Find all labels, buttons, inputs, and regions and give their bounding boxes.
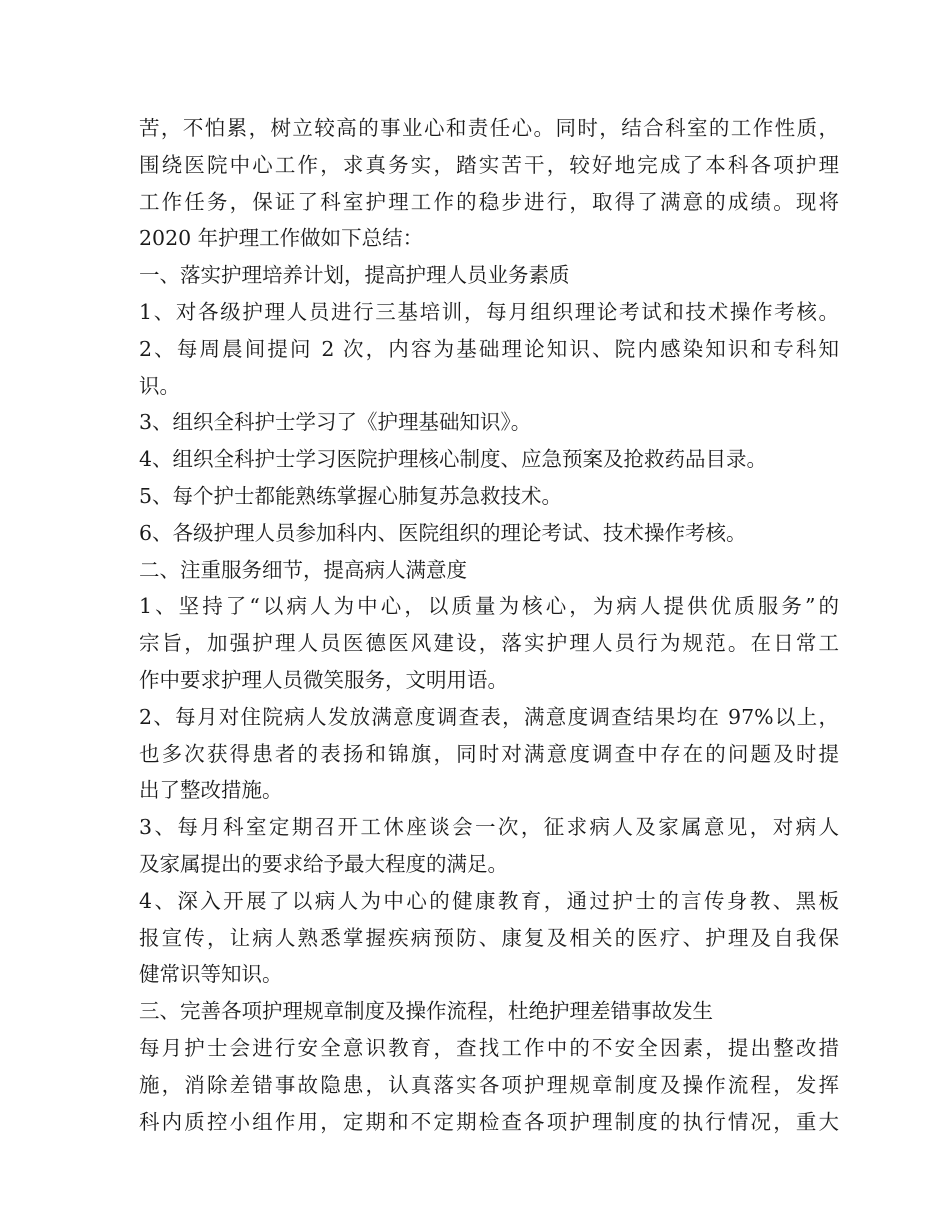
text-line: 4、深入开展了以病人为中心的健康教育，通过护士的言传身教、黑板 bbox=[139, 888, 839, 913]
text-line: 4、组织全科护士学习医院护理核心制度、应急预案及抢救药品目录。 bbox=[139, 447, 768, 472]
text-line: 出了整改措施。 bbox=[139, 778, 283, 803]
text-line: 6、各级护理人员参加科内、医院组织的理论考试、技术操作考核。 bbox=[139, 520, 747, 545]
text-line: 每月护士会进行安全意识教育，查找工作中的不安全因素，提出整改措 bbox=[139, 1035, 839, 1060]
text-line: 也多次获得患者的表扬和锦旗，同时对满意度调查中存在的问题及时提 bbox=[139, 741, 839, 766]
text-line: 三、完善各项护理规章制度及操作流程，杜绝护理差错事故发生 bbox=[139, 999, 713, 1024]
text-line: 工作任务，保证了科室护理工作的稳步进行，取得了满意的成绩。现将 bbox=[139, 189, 839, 214]
text-line: 科内质控小组作用，定期和不定期检查各项护理制度的执行情况，重大 bbox=[139, 1109, 839, 1134]
text-line: 一、落实护理培养计划，提高护理人员业务素质 bbox=[139, 263, 570, 288]
text-line: 3、组织全科护士学习了《护理基础知识》。 bbox=[139, 410, 532, 435]
text-line: 报宣传，让病人熟悉掌握疾病预防、康复及相关的医疗、护理及自我保 bbox=[139, 925, 839, 950]
text-line: 施，消除差错事故隐患，认真落实各项护理规章制度及操作流程，发挥 bbox=[139, 1072, 839, 1097]
text-line: 1、对各级护理人员进行三基培训，每月组织理论考试和技术操作考核。 bbox=[139, 299, 839, 324]
text-line: 1、坚持了“以病人为中心，以质量为核心，为病人提供优质服务”的 bbox=[139, 594, 839, 619]
text-line: 3、每月科室定期召开工休座谈会一次，征求病人及家属意见，对病人 bbox=[139, 815, 839, 840]
text-line: 二、注重服务细节，提高病人满意度 bbox=[139, 557, 467, 582]
text-line: 识。 bbox=[139, 373, 180, 398]
text-line: 2020 年护理工作做如下总结： bbox=[139, 226, 424, 251]
text-line: 苦，不怕累，树立较高的事业心和责任心。同时，结合科室的工作性质， bbox=[139, 116, 839, 140]
document-body bbox=[139, 110, 839, 1140]
text-line: 宗旨，加强护理人员医德医风建设，落实护理人员行为规范。在日常工 bbox=[139, 631, 839, 656]
text-line: 2、每月对住院病人发放满意度调查表，满意度调查结果均在 97%以上， bbox=[139, 704, 839, 729]
text-line: 围绕医院中心工作，求真务实，踏实苦干，较好地完成了本科各项护理 bbox=[139, 152, 839, 177]
text-line: 5、每个护士都能熟练掌握心肺复苏急救技术。 bbox=[139, 483, 563, 508]
text-line: 2、每周晨间提问 2 次，内容为基础理论知识、院内感染知识和专科知 bbox=[139, 336, 839, 361]
text-line: 及家属提出的要求给予最大程度的满足。 bbox=[139, 851, 508, 876]
text-line: 健常识等知识。 bbox=[139, 962, 283, 987]
text-line: 作中要求护理人员微笑服务，文明用语。 bbox=[139, 667, 508, 692]
